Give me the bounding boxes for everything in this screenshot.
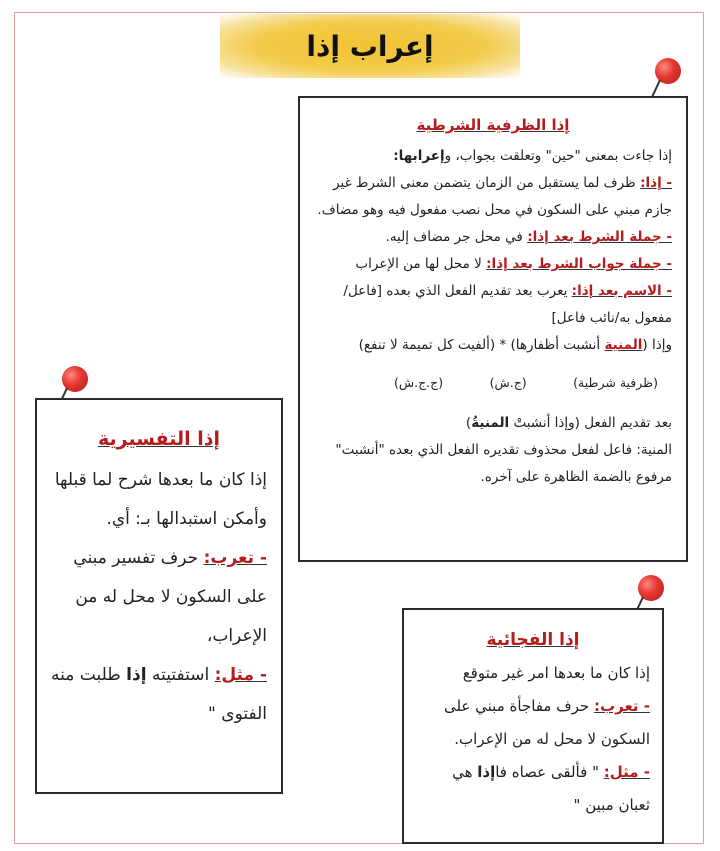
example-a: وإذا ( (642, 337, 672, 353)
intro-bold: إعرابها: (393, 148, 445, 164)
surprise-parse (416, 690, 650, 756)
cond-clause-label: - جملة الشرط بعد إذا: (527, 229, 672, 245)
intro-line (314, 143, 672, 170)
surprise-heading: إذا الفجائية (486, 630, 580, 650)
explanatory-parse (51, 539, 267, 656)
explanatory-heading: إذا التفسيرية (97, 428, 221, 450)
idha-text: ظرف لما يستقبل من الزمان يتضمن معنى الشرط غير جازم مبني على السكون في محل نصب مفعول فيه وهو مضاف. (317, 175, 672, 218)
example-b: أنشبت أظفارها) * (ألفيت كل تميمة لا تنفع) (358, 337, 605, 353)
conditional-card (298, 96, 688, 562)
explanatory-desc: إذا كان ما بعدها شرح لما قبلها وأمكن استبدالها بـ: أي. (54, 470, 267, 529)
surprise-card (402, 608, 664, 844)
example-bold: إذا (477, 763, 496, 781)
analysis-line: المنية: فاعل لفعل محذوف تقديره الفعل الذي بعده "أنشبت" مرفوع بالضمة الظاهرة على آخره. (335, 442, 672, 485)
idha-label: - إذا: (640, 175, 672, 191)
explanatory-example (51, 656, 267, 734)
answer-clause-text: لا محل لها من الإعراب (355, 256, 482, 272)
example-label: - مثل: (214, 665, 267, 685)
example-label: - مثل: (603, 763, 650, 781)
example-b: طلبت منه الفتوى " (51, 665, 267, 724)
conditional-heading: إذا الظرفية الشرطية (416, 116, 570, 134)
intro-text: إذا جاءت بمعنى "حين" وتعلقت بجواب، و (444, 148, 672, 164)
example-a: استفتيته (146, 665, 210, 685)
parse-text: حرف تفسير مبني على السكون لا محل له من الإعراب، (73, 548, 267, 646)
after-b: ) (465, 415, 472, 431)
surprise-example (416, 756, 650, 822)
cond-clause-text: في محل جر مضاف إليه. (385, 229, 523, 245)
example-line (314, 332, 672, 359)
answer-clause-label: - جملة جواب الشرط بعد إذا: (486, 256, 672, 272)
page-title: إعراب إذا (306, 29, 434, 63)
surprise-desc: إذا كان ما بعدها امر غير متوقع (462, 664, 650, 682)
parse-text: حرف مفاجأة مبني على السكون لا محل له من الإعراب. (443, 697, 650, 748)
noun-line (314, 278, 672, 332)
example-part: (ظرفية شرطية) (573, 375, 658, 390)
after-a: بعد تقديم الفعل (وإذا أنشبتْ (509, 415, 672, 431)
explanatory-card (35, 398, 283, 794)
noun-label: - الاسم بعد إذا: (571, 283, 672, 299)
example-bold: المنية (604, 337, 643, 353)
example-a: " فألقى عصاه فا (495, 763, 599, 781)
parse-label: - تعرب: (594, 697, 650, 715)
title-banner (220, 14, 520, 78)
cond-clause-line (314, 224, 672, 251)
after-bold: المنيةُ (471, 415, 510, 431)
answer-clause-line (314, 251, 672, 278)
parse-label: - تعرب: (203, 548, 267, 568)
example-b: هي ثعبان مبين " (452, 763, 650, 814)
idha-line (314, 170, 672, 224)
example-parts (314, 369, 672, 396)
example-part: (ج.ج.ش) (394, 375, 444, 390)
after-line (314, 410, 672, 437)
example-part: (ج.ش) (489, 375, 527, 390)
example-bold: إذا (126, 665, 147, 685)
noun-text: يعرب بعد تقديم الفعل الذي بعده [فاعل/مفعول به/نائب فاعل] (343, 283, 672, 326)
